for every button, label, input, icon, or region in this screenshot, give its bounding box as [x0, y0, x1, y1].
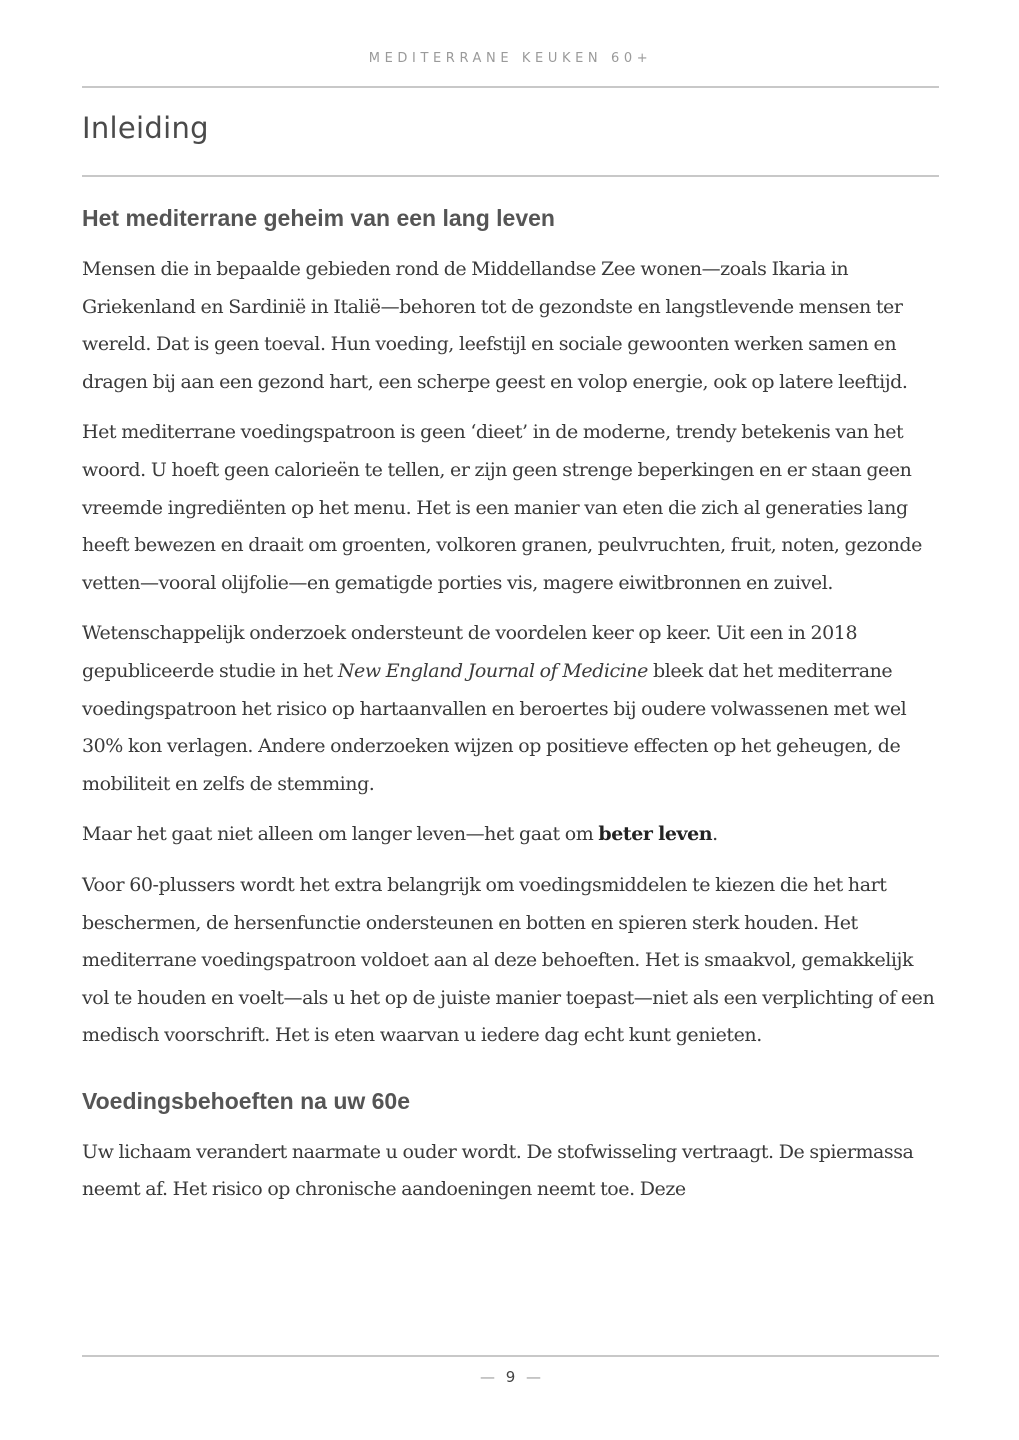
journal-title: New England Journal of Medicine — [337, 659, 648, 682]
running-header: MEDITERRANE KEUKEN 60+ — [368, 51, 653, 66]
paragraph — [82, 816, 939, 854]
paragraph — [82, 615, 939, 803]
title-divider — [82, 175, 939, 177]
page-footer — [82, 1368, 939, 1386]
paragraph-text: Wetenschappelijk onderzoek ondersteunt de voordelen keer op keer. Uit een in 2018 gepubliceerde studie in het — [82, 622, 858, 682]
paragraph: Voor 60-plussers wordt het extra belangrijk om voedingsmiddelen te kiezen die het hart beschermen, de hersenfunctie ondersteunen en botten en spieren sterk houden. Het mediterrane voedingspatroon voldoet aan al deze behoeften. Het is smaakvol, gemakkelijk vol te houden en voelt—als u het op de juiste manier toepast—niet als een verplichting of een medisch voorschrift. Het is eten waarvan u iedere dag echt kunt genieten. — [82, 873, 935, 1047]
paragraph: Mensen die in bepaalde gebieden rond de Middellandse Zee wonen—zoals Ikaria in Griekenland en Sardinië in Italië—behoren tot de gezondste en langstlevende mensen ter wereld. Dat is geen toeval. Hun voeding, leefstijl en sociale gewoonten werken samen en dragen bij aan een gezond hart, een scherpe geest en volop energie, ook op latere leeftijd. — [82, 258, 908, 393]
header-divider — [82, 86, 939, 88]
chapter-title: Inleiding — [82, 111, 209, 145]
page-number: 9 — [505, 1368, 516, 1386]
section-heading-nutritional-needs: Voedingsbehoeften na uw 60e — [82, 1087, 411, 1114]
emphasis-text: beter leven — [598, 823, 713, 846]
section-heading-mediterranean-secret: Het mediterrane geheim van een lang leven — [82, 205, 555, 231]
paragraph: Uw lichaam verandert naarmate u ouder wordt. De stofwisseling vertraagt. De spiermassa neemt af. Het risico op chronische aandoeningen neemt toe. Deze — [82, 1140, 914, 1201]
footer-divider — [82, 1355, 939, 1357]
body-content — [82, 199, 939, 1222]
paragraph-text: . — [712, 823, 718, 846]
paragraph-text: Maar het gaat niet alleen om langer leven—het gaat om — [82, 823, 599, 846]
page — [82, 0, 939, 1440]
paragraph: Het mediterrane voedingspatroon is geen ‘dieet’ in de moderne, trendy betekenis van het woord. U hoeft geen calorieën te tellen, er zijn geen strenge beperkingen en er staan geen vreemde ingrediënten op het menu. Het is een manier van eten die zich al generaties lang heeft bewezen en draait om groenten, volkoren granen, peulvruchten, fruit, noten, gezonde vetten—vooral olijfolie—en gematigde porties vis, magere eiwitbronnen en zuivel. — [82, 421, 922, 594]
footer-dash: — — [526, 1368, 542, 1386]
paragraph-text: bleek dat het mediterrane voedingspatroon het risico op hartaanvallen en beroertes bij oudere volwassenen met wel 30% kon verlagen. Andere onderzoeken wijzen op positieve effecten op het geheugen, de mobiliteit en zelfs de stemming. — [82, 659, 907, 795]
footer-dash: — — [479, 1368, 495, 1386]
